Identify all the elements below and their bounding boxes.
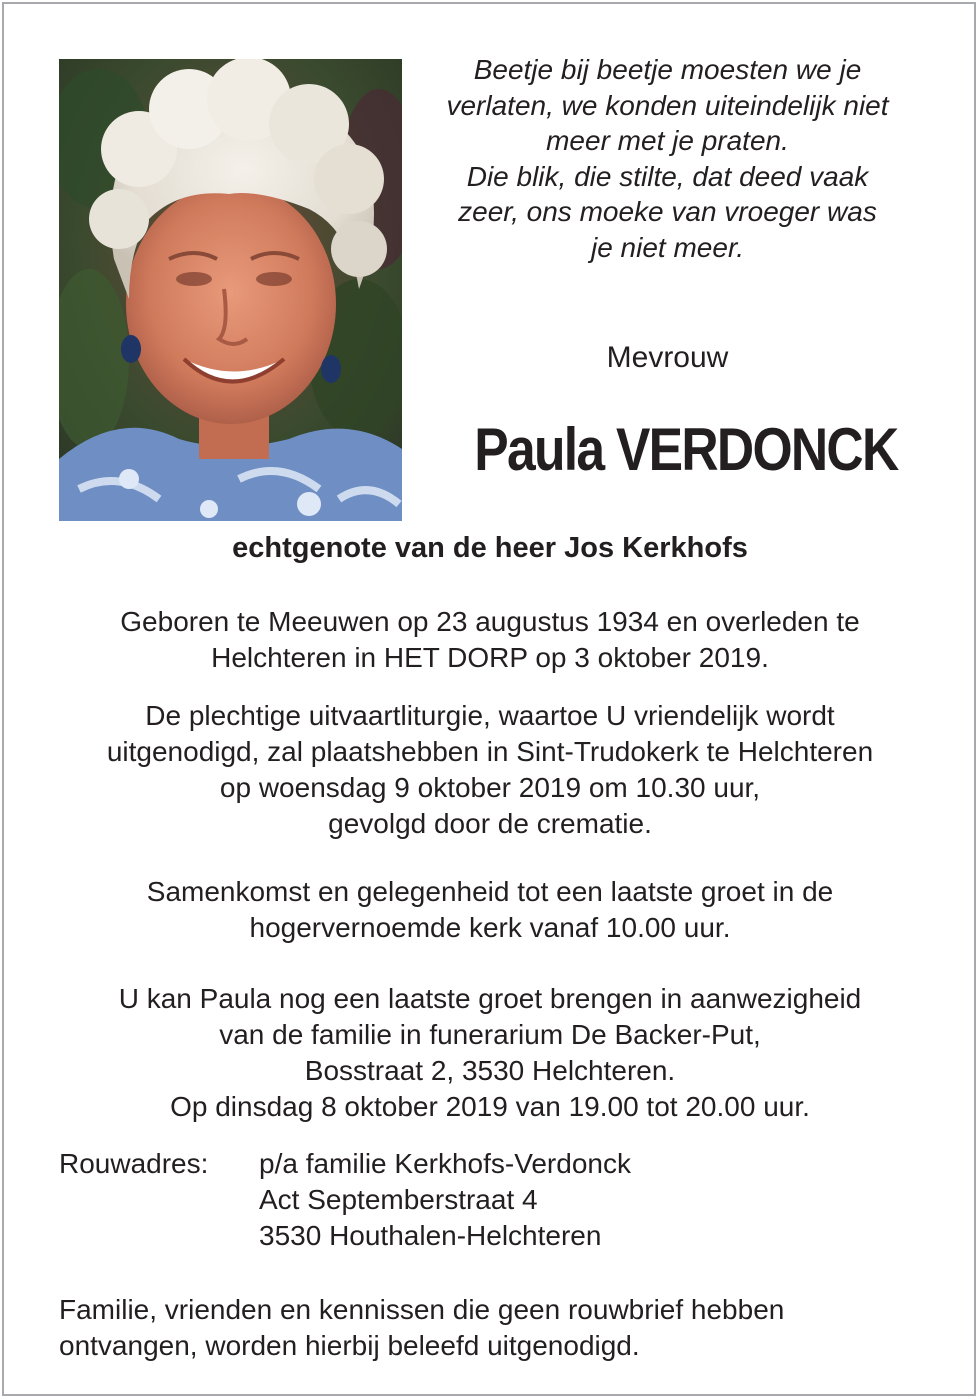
text-line: Samenkomst en gelegenheid tot een laatste groet in de [146, 876, 834, 907]
poem [415, 52, 920, 265]
address-line: 3530 Houthalen-Helchteren [259, 1220, 602, 1251]
poem-line: je niet meer. [590, 231, 745, 263]
text-line: De plechtige uitvaartliturgie, waartoe U vriendelijk wordt [145, 700, 835, 731]
text-line: Geboren te Meeuwen op 23 augustus 1934 en overleden te [120, 606, 860, 637]
text-line: hogervernoemde kerk vanaf 10.00 uur. [249, 912, 731, 943]
address-lines [259, 1146, 631, 1254]
poem-line: meer met je praten. [546, 125, 789, 156]
funerarium-paragraph [0, 981, 980, 1125]
text-line: gevolgd door de crematie. [328, 808, 652, 839]
poem-line: Die blik, die stilte, dat deed vaak [466, 160, 869, 192]
text-line: Familie, vrienden en kennissen die geen rouwbrief hebben [59, 1294, 785, 1325]
salutation: Mevrouw [606, 341, 729, 374]
portrait-photo [59, 59, 402, 521]
text-line: Helchteren in HET DORP op 3 oktober 2019. [211, 642, 769, 673]
birth-death-paragraph [0, 604, 980, 676]
poem-line: Beetje bij beetje moesten we je [473, 54, 862, 85]
text-line: van de familie in funerarium De Backer-Put, [219, 1019, 761, 1050]
closing-paragraph [59, 1292, 784, 1364]
liturgy-paragraph [0, 698, 980, 842]
address-line: Act Septemberstraat 4 [259, 1184, 538, 1215]
poem-line: zeer, ons moeke van vroeger was [458, 196, 877, 227]
text-line: U kan Paula nog een laatste groet brengen in aanwezigheid [118, 983, 862, 1014]
text-line: Bosstraat 2, 3530 Helchteren. [304, 1055, 676, 1086]
deceased-name: Paula VERDONCK [474, 416, 898, 483]
text-line: uitgenodigd, zal plaatshebben in Sint-Trudokerk te Helchteren [106, 736, 874, 767]
text-line: op woensdag 9 oktober 2019 om 10.30 uur, [219, 772, 761, 803]
spouse-line: echtgenote van de heer Jos Kerkhofs [232, 532, 748, 564]
poem-line: verlaten, we konden uiteindelijk niet [446, 89, 889, 121]
address-line: p/a familie Kerkhofs-Verdonck [259, 1148, 631, 1179]
address-label: Rouwadres: [59, 1148, 209, 1179]
text-line: Op dinsdag 8 oktober 2019 van 19.00 tot 20.00 uur. [170, 1091, 810, 1122]
text-line: ontvangen, worden hierbij beleefd uitgenodigd. [59, 1330, 640, 1361]
meeting-paragraph [0, 874, 980, 946]
